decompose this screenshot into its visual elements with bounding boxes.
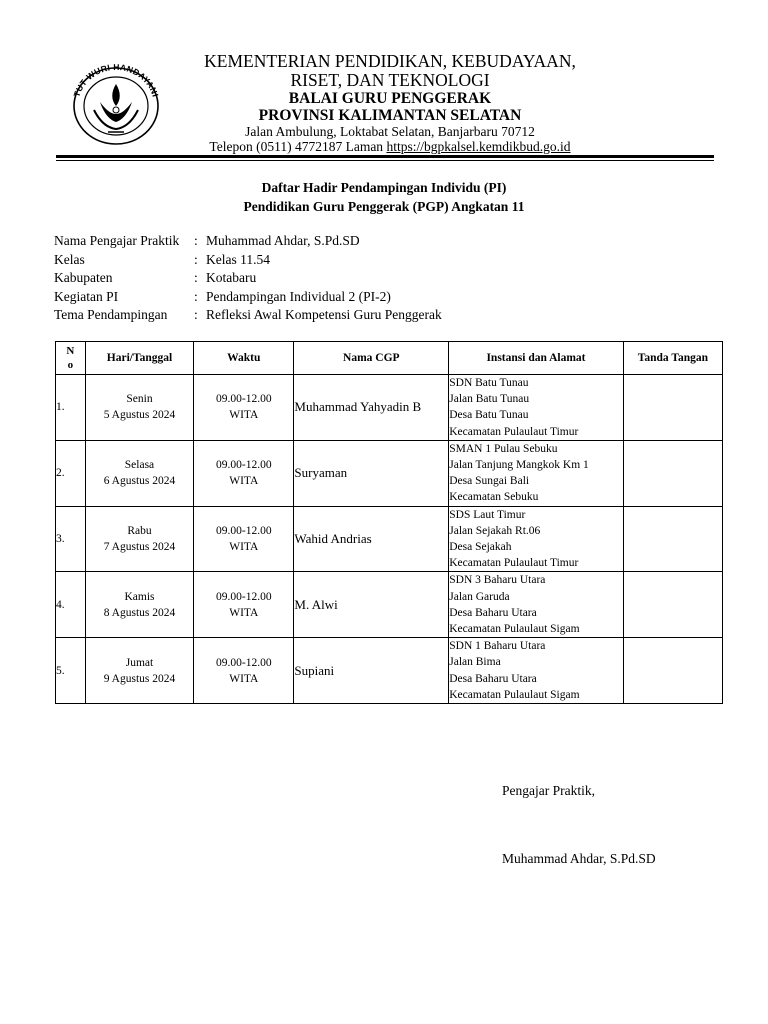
cell-name: Wahid Andrias — [294, 506, 449, 572]
info-label: Kelas — [54, 251, 85, 267]
inst-line: Jalan Batu Tunau — [449, 393, 530, 406]
cell-date: 7 Agustus 2024 — [103, 541, 176, 554]
website-link[interactable]: https://bgpkalsel.kemdikbud.go.id — [386, 138, 571, 154]
tut-wuri-handayani-logo — [64, 62, 168, 146]
info-row — [54, 306, 442, 325]
info-label: Tema Pendampingan — [54, 307, 168, 322]
info-separator: : — [194, 270, 198, 285]
table-row — [56, 572, 723, 638]
cell-day-date — [85, 375, 193, 441]
inst-line: SDS Laut Timur — [449, 508, 526, 521]
cell-name: Suryaman — [294, 440, 449, 506]
table-row — [56, 638, 723, 704]
info-separator: : — [194, 251, 198, 267]
cell-day-date — [85, 506, 193, 572]
info-value: Kelas 11.54 — [206, 251, 270, 267]
info-row — [54, 232, 442, 251]
cell-name: M. Alwi — [294, 572, 449, 638]
cell-signature[interactable] — [623, 506, 722, 572]
col-header-name: Nama CGP — [294, 342, 449, 375]
col-header-institution: Instansi dan Alamat — [449, 342, 623, 375]
cell-time — [194, 638, 294, 704]
cell-name: Supiani — [294, 638, 449, 704]
cell-time — [194, 375, 294, 441]
cell-signature[interactable] — [623, 440, 722, 506]
info-row — [54, 269, 442, 288]
info-label: Nama Pengajar Praktik — [54, 233, 180, 248]
cell-time — [194, 440, 294, 506]
col-header-no-part2: o — [67, 359, 74, 371]
cell-time-zone: WITA — [229, 541, 259, 554]
inst-line: Desa Sejakah — [449, 541, 512, 554]
signature-name: Muhammad Ahdar, S.Pd.SD — [502, 851, 656, 866]
cell-date: 6 Agustus 2024 — [103, 475, 176, 488]
cell-institution — [449, 375, 623, 441]
cell-no: 5. — [56, 638, 86, 704]
table-row — [56, 440, 723, 506]
info-block — [54, 232, 442, 325]
info-row — [54, 288, 442, 307]
phone-text: Telepon (0511) 4772187 Laman — [209, 138, 387, 154]
inst-line: SDN Batu Tunau — [449, 377, 529, 389]
cell-time-range: 09.00-12.00 — [216, 393, 272, 406]
svg-text:TUT WURI HANDAYANI: TUT WURI HANDAYANI — [71, 62, 161, 99]
col-header-time: Waktu — [194, 342, 294, 375]
cell-time-zone: WITA — [229, 409, 259, 422]
inst-line: Kecamatan Pulaulaut Sigam — [449, 623, 580, 636]
cell-time — [194, 506, 294, 572]
cell-time-range: 09.00-12.00 — [216, 656, 272, 669]
info-separator: : — [194, 233, 198, 248]
info-value: Refleksi Awal Kompetensi Guru Penggerak — [206, 307, 442, 322]
cell-institution — [449, 506, 623, 572]
cell-date: 9 Agustus 2024 — [103, 672, 176, 685]
letterhead-rule-thick — [56, 155, 714, 158]
cell-no: 1. — [56, 375, 86, 441]
inst-line: SMAN 1 Pulau Sebuku — [449, 442, 558, 455]
info-value: Kotabaru — [206, 270, 257, 285]
inst-line: Kecamatan Pulaulaut Timur — [449, 557, 579, 570]
inst-line: Kecamatan Pulaulaut Timur — [449, 425, 579, 438]
inst-line: Jalan Sejakah Rt.06 — [449, 524, 541, 537]
cell-date: 8 Agustus 2024 — [103, 606, 176, 619]
info-label: Kabupaten — [54, 270, 113, 285]
cell-no: 4. — [56, 572, 86, 638]
cell-day: Kamis — [124, 590, 155, 603]
office-contact — [160, 140, 620, 155]
cell-institution — [449, 440, 623, 506]
cell-day-date — [85, 440, 193, 506]
cell-institution — [449, 638, 623, 704]
info-separator: : — [194, 288, 198, 304]
cell-no: 2. — [56, 440, 86, 506]
cell-day: Rabu — [127, 525, 152, 538]
cell-no: 3. — [56, 506, 86, 572]
cell-signature[interactable] — [623, 638, 722, 704]
col-header-no-part1: N — [66, 345, 75, 357]
ministry-name: KEMENTERIAN PENDIDIKAN, KEBUDAYAAN, — [204, 51, 576, 71]
ministry-name-cont: RISET, DAN TEKNOLOGI — [290, 69, 490, 90]
cell-time — [194, 572, 294, 638]
cell-name: Muhammad Yahyadin B — [294, 375, 449, 441]
inst-line: SDN 1 Baharu Utara — [449, 640, 546, 653]
inst-line: Desa Sungai Bali — [449, 475, 530, 488]
office-address: Jalan Ambulung, Loktabat Selatan, Banjarbaru 70712 — [245, 124, 535, 140]
inst-line: Desa Baharu Utara — [449, 606, 537, 619]
letterhead — [160, 52, 620, 154]
cell-institution — [449, 572, 623, 638]
inst-line: Jalan Bima — [449, 656, 501, 669]
office-name: BALAI GURU PENGGERAK — [288, 89, 492, 107]
info-row — [54, 251, 442, 270]
cell-day-date — [85, 638, 193, 704]
inst-line: Jalan Garuda — [449, 590, 510, 603]
letterhead-rule-thin — [56, 160, 714, 161]
info-value: Pendampingan Individual 2 (PI-2) — [206, 288, 391, 304]
document-subtitle: Pendidikan Guru Penggerak (PGP) Angkatan 11 — [243, 199, 525, 214]
cell-day: Selasa — [124, 459, 155, 472]
inst-line: Desa Batu Tunau — [449, 409, 529, 422]
cell-date: 5 Agustus 2024 — [103, 409, 176, 422]
cell-signature[interactable] — [623, 572, 722, 638]
col-header-no — [56, 342, 86, 375]
info-separator: : — [194, 307, 198, 322]
cell-time-zone: WITA — [229, 606, 259, 619]
province-name: PROVINSI KALIMANTAN SELATAN — [258, 106, 522, 124]
cell-time-zone: WITA — [229, 475, 259, 488]
inst-line: Kecamatan Sebuku — [449, 491, 539, 504]
signature-title: Pengajar Praktik, — [502, 783, 595, 798]
table-row — [56, 375, 723, 441]
attendance-table — [55, 341, 723, 704]
info-value: Muhammad Ahdar, S.Pd.SD — [206, 233, 360, 248]
cell-day-date — [85, 572, 193, 638]
cell-signature[interactable] — [623, 375, 722, 441]
cell-time-range: 09.00-12.00 — [216, 459, 272, 472]
table-row — [56, 506, 723, 572]
inst-line: Kecamatan Pulaulaut Sigam — [449, 688, 580, 701]
cell-time-zone: WITA — [229, 672, 259, 685]
document-title: Daftar Hadir Pendampingan Individu (PI) — [261, 180, 507, 195]
col-header-day: Hari/Tanggal — [85, 342, 193, 375]
cell-time-range: 09.00-12.00 — [216, 525, 272, 538]
cell-day: Jumat — [125, 656, 154, 669]
table-header-row — [56, 342, 723, 375]
cell-day: Senin — [126, 393, 153, 406]
info-label: Kegiatan PI — [54, 288, 119, 304]
inst-line: SDN 3 Baharu Utara — [449, 574, 546, 587]
col-header-signature: Tanda Tangan — [623, 342, 722, 375]
inst-line: Desa Baharu Utara — [449, 672, 537, 685]
cell-time-range: 09.00-12.00 — [216, 590, 272, 603]
inst-line: Jalan Tanjung Mangkok Km 1 — [449, 459, 589, 472]
